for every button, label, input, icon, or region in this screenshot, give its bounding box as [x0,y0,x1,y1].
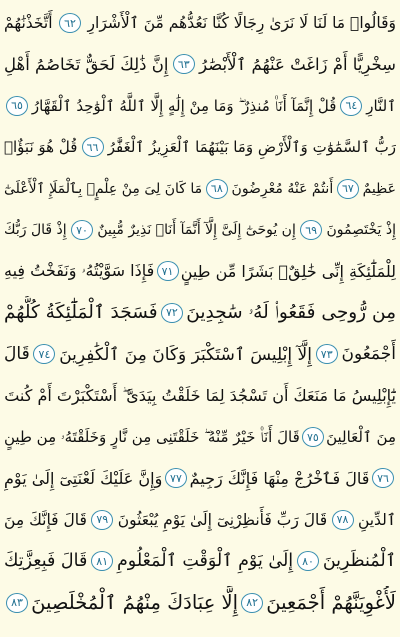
ayah-number-marker: ٦٩ [300,220,322,240]
verse-text: قَالَ أَنَا۠ خَيْرٌ مِّنْهُ ۖ خَلَقْتَنِى مِن نَّارٍ وَخَلَقْتَهُۥ مِن طِينٍ [4,428,300,446]
verse-text: لَأُغْوِيَنَّهُمْ أَجْمَعِينَ [266,591,396,615]
verse-text: سِخْرِيًّا أَمْ زَاغَتْ عَنْهُمُ ٱلْأَبْصَٰرُ [199,54,396,74]
verse-text: فَإِذَا سَوَّيْتُهُۥ وَنَفَخْتُ فِيهِ [4,261,155,281]
verse-line [4,130,396,164]
verse-text: وَقَالُوا۟ مَا لَنَا لَا نَرَىٰ رِجَالًا كُنَّا نَعُدُّهُم مِّنَ ٱلْأَشْرَارِ [87,14,396,32]
verse-text: إِلَّآ إِبْلِيسَ ٱسْتَكْبَرَ وَكَانَ مِنَ ٱلْكَٰفِرِينَ [59,344,312,365]
verse-text: ٱلدِّينِ [357,510,396,529]
verse-line [4,254,396,288]
verse-text: إِلَّا عِبَادَكَ مِنْهُمُ ٱلْمُخْلَصِينَ [31,591,239,615]
verse-line [4,296,396,330]
verse-line [4,544,396,578]
verse-text: قَالَ رَبِّ فَأَنظِرْنِىٓ إِلَىٰ يَوْمِ يُبْعَثُونَ [117,510,328,529]
ayah-number-marker: ٨١ [91,551,113,571]
ayah-number-marker: ٧٣ [316,344,338,364]
ayah-number-marker: ٧١ [157,261,179,281]
verse-line [4,89,396,123]
verse-text: عَظِيمٌ [362,180,396,197]
ayah-number-marker: ٧٧ [165,468,187,488]
ayah-number-marker: ٧٠ [71,220,93,240]
verse-line [4,379,396,413]
verse-text: قَالَ فَإِنَّكَ مِنَ [4,510,87,529]
verse-text: قُلْ هُوَ نَبَؤٌا۟ [4,138,78,157]
ayah-number-marker: ٦٦ [82,137,104,157]
verse-line [4,586,396,620]
verse-text: مِنَ ٱلْعَالِينَ [326,428,396,446]
verse-text: إِذْ يَخْتَصِمُونَ [326,222,396,238]
verse-text: إِذْ قَالَ رَبُّكَ [4,222,67,238]
verse-line [4,461,396,495]
verse-text: مَا كَانَ لِىَ مِنْ عِلْمٍۭ بِٱلْمَلَإِ ٱلْأَعْلَىٰٓ [4,180,203,197]
verse-line [4,6,396,40]
verse-text: مِن رُّوحِى فَقَعُوا۟ لَهُۥ سَٰجِدِينَ [186,302,396,324]
verse-line [4,420,396,454]
verse-line [4,172,396,206]
verse-text: لِلْمَلَٰٓئِكَةِ إِنِّى خَٰلِقٌۢ بَشَرًا مِّن طِينٍ [180,261,396,281]
verse-text: قَالَ فَٱخْرُجْ مِنْهَا فَإِنَّكَ رَجِيمٌ [189,468,370,488]
verse-line [4,47,396,81]
verse-text: قُلْ إِنَّمَآ أَنَا۠ مُنذِرٌ ۖ وَمَا مِنْ إِلَٰهٍ إِلَّا ٱللَّهُ ٱلْوَٰحِدُ ٱلْقَهَّارُ [31,96,337,115]
ayah-number-marker: ٦٥ [6,96,28,116]
ayah-number-marker: ٦٧ [337,179,359,199]
ayah-number-marker: ٧٩ [91,510,113,530]
verse-text: أَتَّخَذْنَٰهُمْ [4,14,53,32]
ayah-number-marker: ٨٠ [297,551,319,571]
verse-text: يَٰٓإِبْلِيسُ مَا مَنَعَكَ أَن تَسْجُدَ لِمَا خَلَقْتُ بِيَدَىَّ ۖ أَسْتَكْبَرْتَ أَمْ كُنتَ [4,385,396,405]
verse-text: إِنَّ ذَٰلِكَ لَحَقٌّ تَخَاصُمُ أَهْلِ [4,54,169,74]
ayah-number-marker: ٦٢ [59,13,81,33]
verse-line [4,213,396,247]
ayah-number-marker: ٦٤ [340,96,362,116]
ayah-number-marker: ٨٣ [6,593,28,613]
verse-text: إِن يُوحَىٰٓ إِلَىَّ إِلَّآ أَنَّمَآ أَنَا۠ نَذِيرٌ مُّبِينٌ [97,222,296,238]
ayah-number-marker: ٧٥ [302,427,324,447]
verse-text: ٱلْمُنظَرِينَ [322,551,396,572]
verse-text: إِلَىٰ يَوْمِ ٱلْوَقْتِ ٱلْمَعْلُومِ [116,551,294,572]
ayah-number-marker: ٨٢ [241,593,263,613]
verse-text: ٱلنَّارِ [366,96,396,115]
ayah-number-marker: ٦٣ [173,54,195,74]
verse-text: فَسَجَدَ ٱلْمَلَٰٓئِكَةُ كُلُّهُمْ [4,302,158,324]
verse-text: وَإِنَّ عَلَيْكَ لَعْنَتِىٓ إِلَىٰ يَوْمِ [4,468,163,488]
verse-text: قَالَ فَبِعِزَّتِكَ [4,551,88,572]
ayah-number-marker: ٧٦ [372,468,394,488]
verse-text: أَجْمَعُونَ [341,344,396,365]
ayah-number-marker: ٧٤ [33,344,55,364]
verse-line [4,337,396,371]
verse-text: رَبُّ ٱلسَّمَٰوَٰتِ وَٱلْأَرْضِ وَمَا بَيْنَهُمَا ٱلْعَزِيزُ ٱلْغَفَّٰرُ [107,138,396,157]
verse-text: أَنتُمْ عَنْهُ مُعْرِضُونَ [231,180,334,197]
ayah-number-marker: ٧٨ [332,510,354,530]
verse-line [4,503,396,537]
ayah-number-marker: ٧٢ [161,303,183,323]
verse-text: قَالَ [4,344,30,365]
ayah-number-marker: ٦٨ [206,179,228,199]
